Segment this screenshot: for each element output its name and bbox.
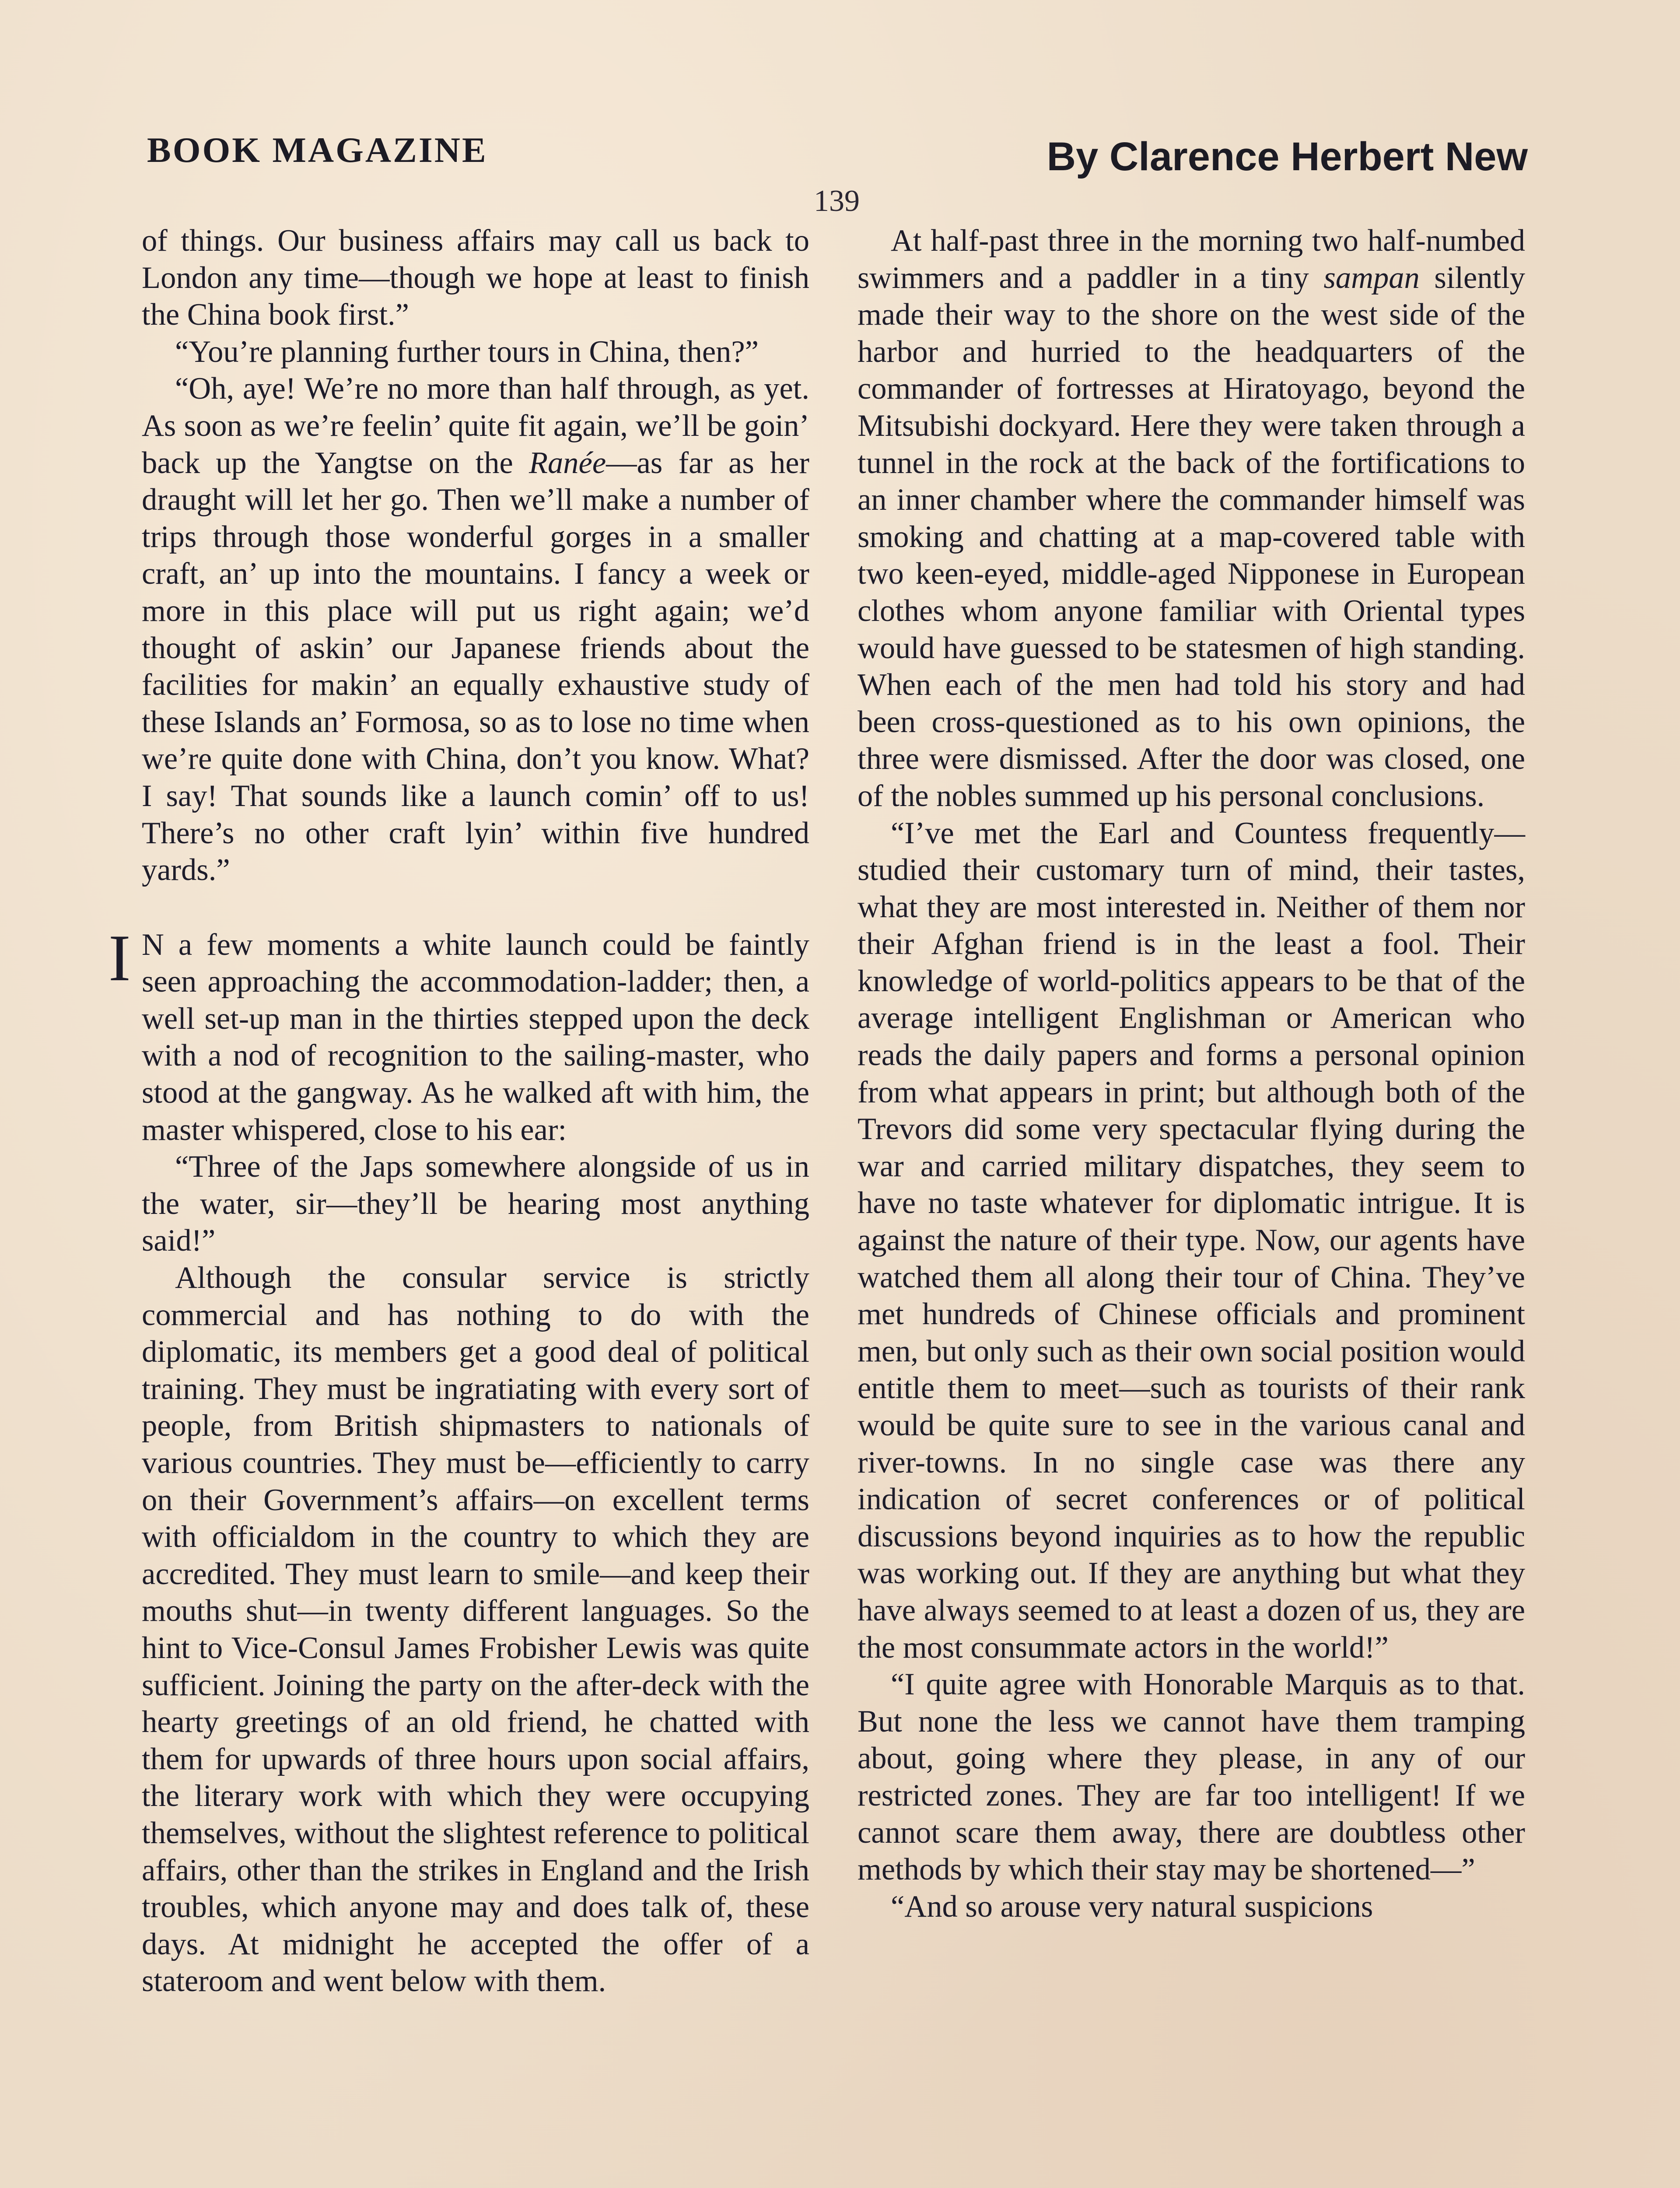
running-head-author: By Clarence Herbert New [1046, 134, 1528, 179]
paragraph-text: “Oh, aye! We’re no more than half through, as yet. As soon as we’re feelin’ quite fit again, we’ll be goin’ back up the Yangtse on the [142, 372, 809, 480]
paragraph: “And so arouse very natural suspicions [891, 1889, 1373, 1924]
ship-name-italic: Ranée [528, 445, 606, 480]
paragraph: Although the consular service is strictly commercial and has nothing to do with the diplomatic, its members get a good deal of political training. They must be ingratiating with every sort of people, from British shipmasters to nationals of various countries. They must be—efficiently to carry on their Government’s affairs—on excellent terms with officialdom in the country to which they are accredited. They must learn to smile—and keep their mouths shut—in twenty different languages. So the hint to Vice-Consul James Frobisher Lewis was quite sufficient. Joining the party on the after-deck with the hearty greetings of an old friend, he chatted with them for upwards of three hours upon social affairs, the literary work with which they were occupying themselves, without the slightest reference to political affairs, other than the strikes in England and the Irish troubles, which anyone may and does talk of, these days. At midnight he accepted the offer of a stateroom and went below with them. [142, 1261, 809, 1999]
paragraph: “I’ve met the Earl and Countess frequently—studied their customary turn of mind, their tastes, what they are most interested in. Neither of them nor their Afghan friend is in the least a fool. Their knowledge of world-politics appears to be that of the average intelligent Englishman or American who reads the daily papers and forms a personal opinion from what appears in print; but although both of the Trevors did some very spectacular flying during the war and carried military dispatches, they seem to have no taste whatever for diplomatic intrigue. It is against the nature of their type. Now, our agents have watched them all along their tour of China. They’ve met hundreds of Chinese officials and prominent men, but only such as their own social position would entitle them to meet—such as tourists of their rank would be quite sure to see in the various canal and river-towns. In no single case was there any indication of secret conferences or of political discussions beyond inquiries as to how the republic was working out. If they are anything but what they have always seemed to at least a dozen of us, they are the most consummate actors in the world!” [858, 816, 1525, 1665]
paragraph: “You’re planning further tours in China, then?” [175, 334, 759, 369]
right-text-column [858, 222, 1525, 1925]
page-number: 139 [814, 184, 860, 218]
running-head-magazine-title: BOOK MAGAZINE [147, 130, 488, 170]
paragraph-text: silently made their way to the shore on the west side of the harbor and hurried to the headquarters of the commander of fortresses at Hiratoyago, beyond the Mitsubishi dockyard. Here they were taken through a tunnel in the rock at the back of the fortifications to an inner chamber where the commander himself was smoking and chatting at a map-covered table with two keen-eyed, middle-aged Nipponese in European clothes whom anyone familiar with Oriental types would have guessed to be statesmen of high standing. When each of the men had told his story and had been cross-questioned as to his own opinions, the three were dismissed. After the door was closed, one of the nobles summed up his personal conclusions. [858, 260, 1525, 813]
left-text-column [108, 222, 810, 2000]
paragraph: “Three of the Japs somewhere alongside of us in the water, sir—they’ll be hearing most anything said!” [142, 1150, 809, 1258]
paragraph: “I quite agree with Honorable Marquis as to that. But none the less we cannot have them tramping about, going where they please, in any of our restricted zones. They are far too intelligent! If we cannot scare them away, there are doubtless other methods by which their stay may be shortened—” [858, 1667, 1525, 1887]
paragraph [858, 222, 1525, 815]
paragraph-text: N a few moments a white launch could be faintly seen approaching the accommodation-ladder; then, a well set-up man in the thirties stepped upon the deck with a nod of recognition to the sailing-master, who stood at the gangway. As he walked aft with him, the master whispered, close to his ear: [142, 927, 809, 1147]
boat-name-italic: sampan [1323, 260, 1420, 295]
paragraph-text: —as far as her draught will let her go. Then we’ll make a number of trips through those wonderful gorges in a smaller craft, an’ up into the mountains. I fancy a week or more in this place will put us right again; we’d thought of askin’ our Japanese friends about the facilities for makin’ an equally exhaustive study of these Islands an’ Formosa, so as to lose no time when we’re quite done with China, don’t you know. What? I say! That sounds like a launch comin’ off to us! There’s no other craft lyin’ within five hundred yards.” [142, 445, 810, 887]
drop-cap-letter: I [108, 921, 131, 995]
paragraph-text: At half-past three in the morning two half-numbed swimmers and a paddler in a tiny [858, 224, 1525, 295]
paragraph: of things. Our business affairs may call us back to London any time—though we hope at least to finish the China book first.” [142, 224, 809, 332]
paragraph [142, 370, 809, 888]
section-opening-paragraph [108, 921, 809, 1149]
